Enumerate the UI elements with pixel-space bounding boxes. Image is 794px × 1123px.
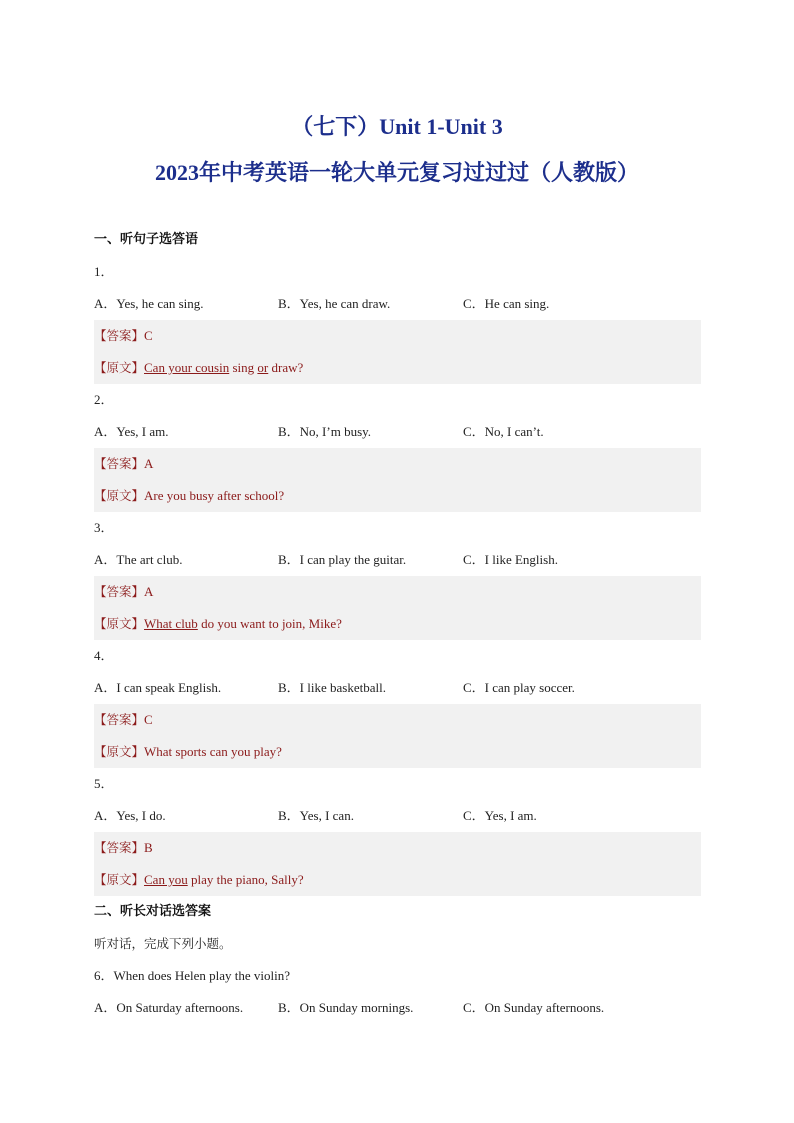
answer-box — [94, 832, 701, 896]
question-number: 1． — [94, 264, 114, 279]
option-c: C．No, I can’t. — [463, 424, 544, 439]
answer-line — [94, 832, 701, 864]
option-a: A．I can speak English. — [94, 680, 222, 695]
question-options — [94, 544, 701, 576]
option-b: B．On Sunday mornings. — [278, 1000, 414, 1015]
option-c: C．I like English. — [463, 552, 558, 567]
option-c: C．I can play soccer. — [463, 680, 575, 695]
answer-value: C — [144, 712, 153, 727]
source-text: do you want to join, Mike? — [197, 616, 342, 631]
question-options — [94, 416, 701, 448]
answer-line — [94, 704, 701, 736]
answer-label: 【答案】 — [94, 584, 145, 599]
source-label: 【原文】 — [94, 616, 145, 631]
answer-label: 【答案】 — [94, 456, 145, 471]
answer-label: 【答案】 — [94, 328, 145, 343]
section-heading-1: 一、听句子选答语 — [94, 232, 199, 247]
question-number: 2． — [94, 392, 114, 407]
document-body — [94, 224, 701, 1024]
title-line-2: 2023年中考英语一轮大单元复习过过过（人教版） — [154, 160, 639, 185]
option-c: C．He can sing. — [463, 296, 550, 311]
source-underlined: What club — [144, 616, 198, 631]
section-instruction: 听对话，完成下列小题。 — [94, 936, 232, 951]
source-text: Are you busy after school? — [144, 488, 285, 503]
option-b: B．No, I’m busy. — [278, 424, 372, 439]
answer-value: A — [144, 456, 154, 471]
question-options — [94, 800, 701, 832]
answer-box — [94, 704, 701, 768]
answer-label: 【答案】 — [94, 840, 145, 855]
source-underlined: Can you — [144, 872, 188, 887]
document-title — [0, 104, 794, 196]
question-number: 4． — [94, 648, 114, 663]
answer-box — [94, 448, 701, 512]
question-options — [94, 288, 701, 320]
option-b: B．I like basketball. — [278, 680, 386, 695]
source-text: What sports can you play? — [144, 744, 282, 759]
option-a: A．The art club. — [94, 552, 183, 567]
option-a: A．Yes, I do. — [94, 808, 166, 823]
source-line — [94, 608, 701, 640]
source-line — [94, 736, 701, 768]
question-options — [94, 992, 701, 1024]
option-a: A．On Saturday afternoons. — [94, 1000, 244, 1015]
answer-box — [94, 576, 701, 640]
option-a: A．Yes, I am. — [94, 424, 169, 439]
source-label: 【原文】 — [94, 360, 145, 375]
source-label: 【原文】 — [94, 872, 145, 887]
source-line — [94, 352, 701, 384]
source-line — [94, 864, 701, 896]
title-line-1: （七下）Unit 1-Unit 3 — [291, 114, 503, 139]
question-6: 6．When does Helen play the violin? — [94, 968, 291, 983]
answer-value: B — [144, 840, 153, 855]
source-underlined: or — [257, 360, 269, 375]
option-c: C．Yes, I am. — [463, 808, 537, 823]
section-heading-2: 二、听长对话选答案 — [94, 904, 212, 919]
answer-line — [94, 320, 701, 352]
source-label: 【原文】 — [94, 488, 145, 503]
question-options — [94, 672, 701, 704]
answer-line — [94, 576, 701, 608]
option-b: B．I can play the guitar. — [278, 552, 407, 567]
source-underlined: Can your cousin — [144, 360, 230, 375]
option-b: B．Yes, I can. — [278, 808, 354, 823]
question-number: 5． — [94, 776, 114, 791]
option-c: C．On Sunday afternoons. — [463, 1000, 605, 1015]
answer-value: A — [144, 584, 154, 599]
answer-label: 【答案】 — [94, 712, 145, 727]
answer-box — [94, 320, 701, 384]
source-text: play the piano, Sally? — [187, 872, 304, 887]
option-a: A．Yes, he can sing. — [94, 296, 204, 311]
answer-line — [94, 448, 701, 480]
source-label: 【原文】 — [94, 744, 145, 759]
option-b: B．Yes, he can draw. — [278, 296, 391, 311]
source-text: sing — [229, 360, 258, 375]
source-text: draw? — [268, 360, 304, 375]
question-number: 3． — [94, 520, 114, 535]
answer-value: C — [144, 328, 153, 343]
source-line — [94, 480, 701, 512]
